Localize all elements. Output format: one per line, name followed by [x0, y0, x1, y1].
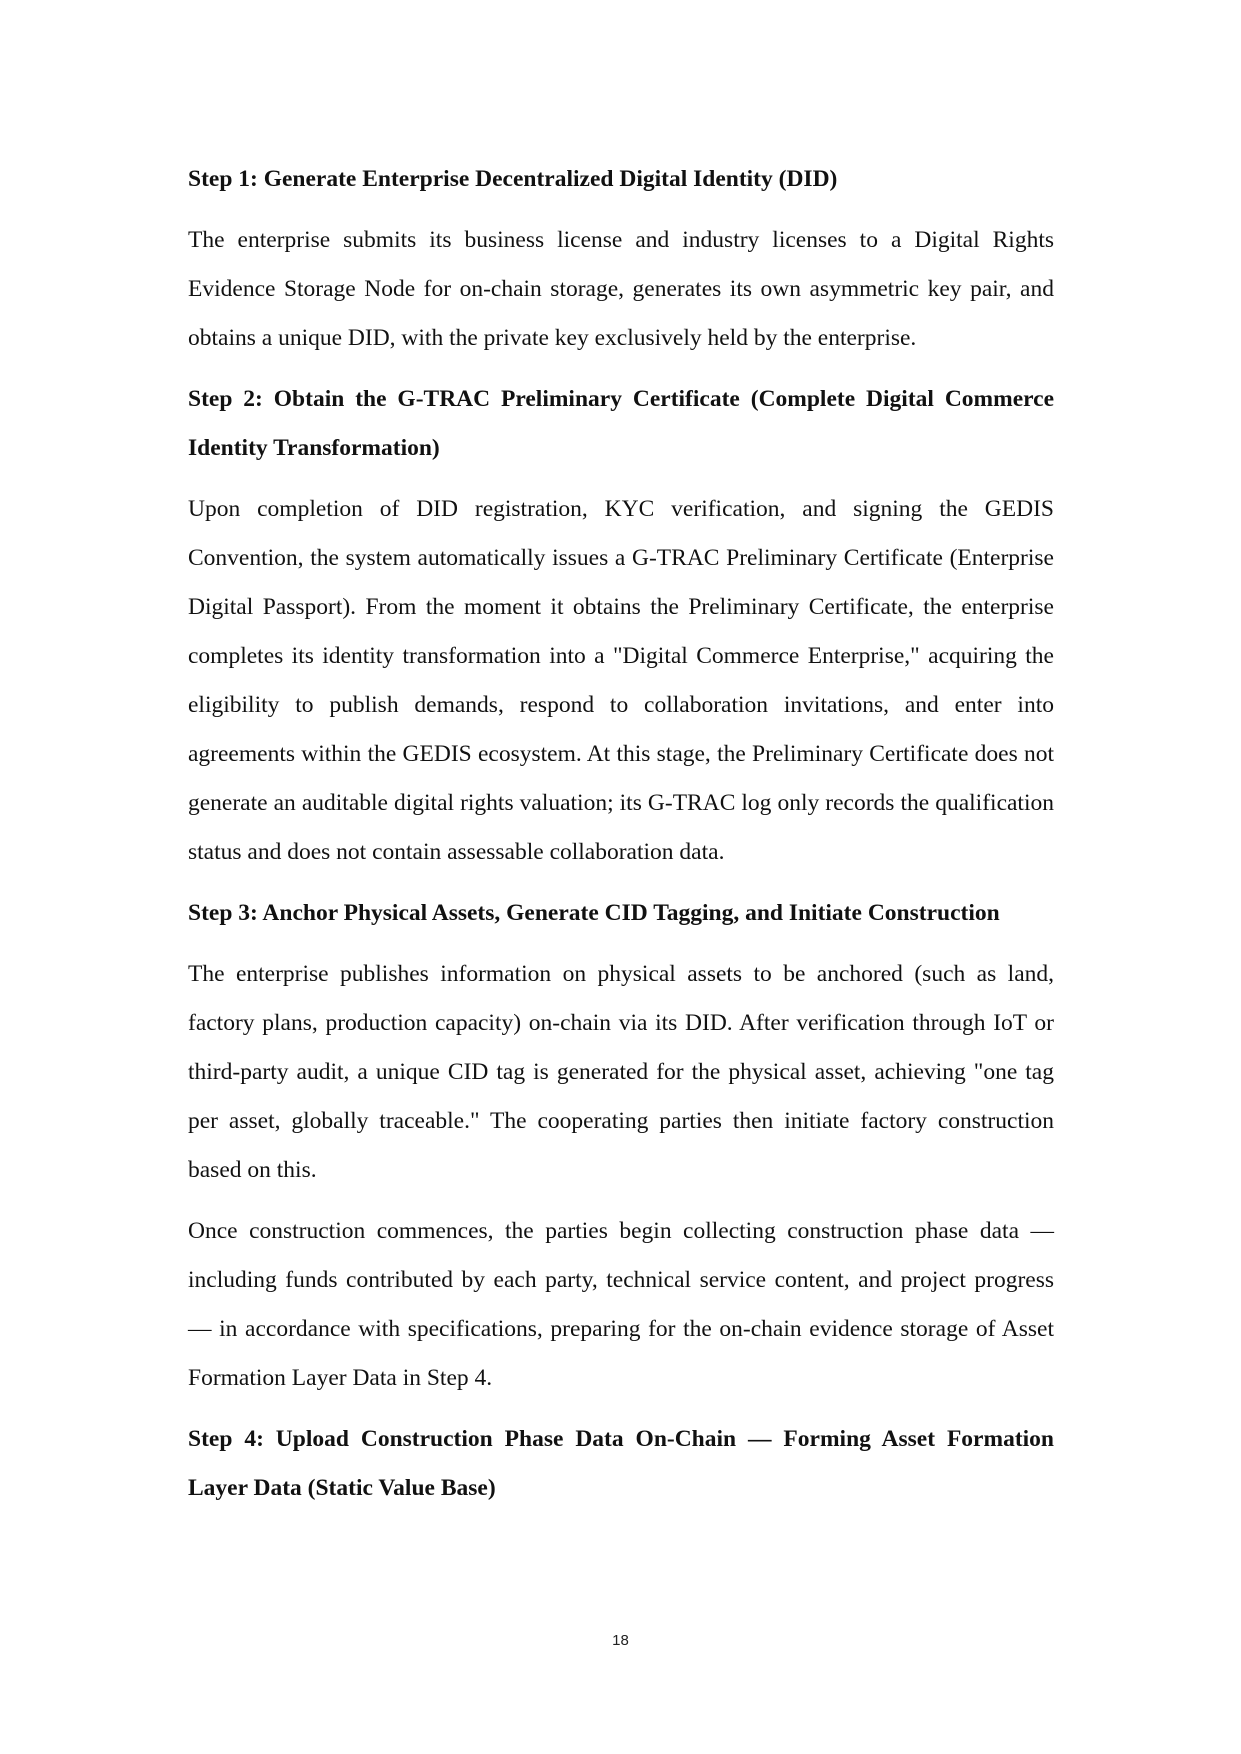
step-4-heading: Step 4: Upload Construction Phase Data On-Chain — Forming Asset Formation Layer Data (Static Value Base)	[188, 1426, 1054, 1501]
step-1-heading: Step 1: Generate Enterprise Decentralized Digital Identity (DID)	[188, 166, 838, 192]
step-1-paragraph: The enterprise submits its business license and industry licenses to a Digital Rights Evidence Storage Node for on-chain storage, generates its own asymmetric key pair, and obtains a unique DID, with the private key exclusively held by the enterprise.	[188, 227, 1054, 351]
document-body	[188, 155, 1054, 1525]
step-3-paragraph-1: The enterprise publishes information on physical assets to be anchored (such as land, factory plans, production capacity) on-chain via its DID. After verification through IoT or third-party audit, a unique CID tag is generated for the physical asset, achieving "one tag per asset, globally traceable." The cooperating parties then initiate factory construction based on this.	[188, 961, 1054, 1183]
step-2-paragraph: Upon completion of DID registration, KYC verification, and signing the GEDIS Convention, the system automatically issues a G-TRAC Preliminary Certificate (Enterprise Digital Passport). From the moment it obtains the Preliminary Certificate, the enterprise completes its identity transformation into a "Digital Commerce Enterprise," acquiring the eligibility to publish demands, respond to collaboration invitations, and enter into agreements within the GEDIS ecosystem. At this stage, the Preliminary Certificate does not generate an auditable digital rights valuation; its G-TRAC log only records the qualification status and does not contain assessable collaboration data.	[188, 496, 1054, 865]
step-2-heading: Step 2: Obtain the G-TRAC Preliminary Certificate (Complete Digital Commerce Identity Transformation)	[188, 386, 1054, 461]
page-number: 18	[612, 1632, 629, 1649]
step-3-heading: Step 3: Anchor Physical Assets, Generate CID Tagging, and Initiate Construction	[188, 900, 1000, 926]
step-3-paragraph-2: Once construction commences, the parties begin collecting construction phase data — including funds contributed by each party, technical service content, and project progress — in accordance with specifications, preparing for the on-chain evidence storage of Asset Formation Layer Data in Step 4.	[188, 1218, 1054, 1391]
